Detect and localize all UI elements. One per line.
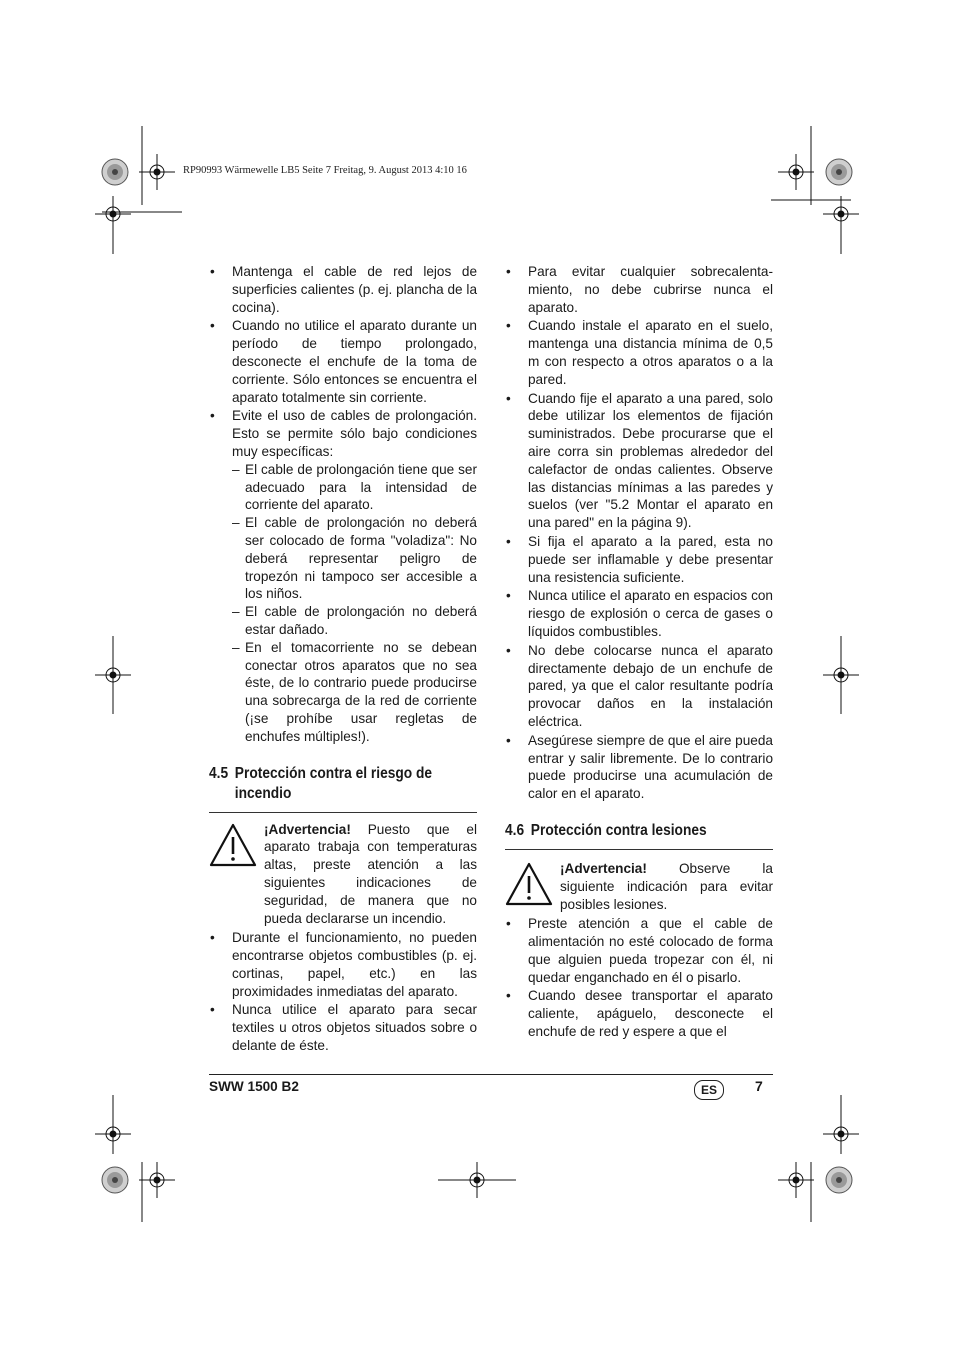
- list-item: • Nunca utilice el aparato en espacios con riesgo de explosión o cerca de gases o líquidos combustibles.: [505, 587, 773, 640]
- list-item: • Preste atención a que el cable de alimentación no esté colocado de forma que alguien pueda tropezar con él, ni quedar enganchado en él o pisarlo.: [505, 915, 773, 986]
- list-item: • No debe colocarse nunca el aparato directamente debajo de un enchufe de pared, ya que el calor resultante podría provocar daños en la instalación eléctrica.: [505, 642, 773, 731]
- list-item: • Si fija el aparato a la pared, esta no puede ser inflamable y debe presentar una resistencia suficiente.: [505, 533, 773, 586]
- section-rule: [505, 849, 773, 850]
- list-item: • Cuando desee transportar el aparato caliente, apáguelo, desconecte el enchufe de red y espere a que el: [505, 987, 773, 1040]
- bullet-list: [209, 929, 477, 1055]
- warning-text: [560, 860, 773, 913]
- section-title-line2: incendio: [234, 784, 292, 802]
- bullet-list: [209, 263, 477, 746]
- footer-rule: [209, 1074, 773, 1075]
- dash-item: – El cable de prolongación no deberá estar dañado.: [232, 603, 477, 639]
- list-item: • Para evitar cualquier sobrecalenta-miento, no debe cubrirse nunca el aparato.: [505, 263, 773, 316]
- warning-block: [209, 821, 477, 928]
- list-item: • Cuando instale el aparato en el suelo, mantenga una distancia mínima de 0,5 m con respecto a otros aparatos o a la pared.: [505, 317, 773, 388]
- list-item: • Asegúrese siempre de que el aire pueda entrar y salir libremente. De lo contrario puede producirse una acumulación de calor en el aparato.: [505, 732, 773, 803]
- list-item: • Nunca utilice el aparato para secar textiles u otros objetos situados sobre o delante de éste.: [209, 1001, 477, 1054]
- warning-block: [505, 860, 773, 913]
- warning-label: ¡Advertencia!: [560, 860, 647, 876]
- section-title: Protección contra lesiones: [530, 821, 707, 839]
- warning-triangle-icon: [209, 821, 264, 872]
- section-heading-4-6: [505, 821, 780, 849]
- warning-body: Puesto que el aparato trabaja con temperaturas altas, preste atención a las siguientes indicaciones de seguridad, de manera que no pueda declararse un incendio.: [264, 821, 477, 926]
- print-slug: RP90993 Wärmewelle LB5 Seite 7 Freitag, 9. August 2013 4:10 16: [183, 165, 467, 176]
- right-column: [505, 263, 773, 1042]
- list-item: • Durante el funcionamiento, no pueden encontrarse objetos combustibles (p. ej. cortinas, papel, etc.) en las proximidades inmediatas del aparato.: [209, 929, 477, 1000]
- warning-label: ¡Advertencia!: [264, 821, 351, 837]
- bullet-list: [505, 915, 773, 1041]
- list-item: [209, 407, 477, 745]
- dash-item: – En el tomacorriente no se debean conectar otros aparatos que no sea éste, de lo contrario puede producirse una sobrecarga de la red de corriente (¡se prohíbe usar regletas de enchufes múltiples!).: [232, 639, 477, 746]
- section-number: 4.5: [209, 764, 229, 782]
- list-item: • Mantenga el cable de red lejos de superficies calientes (p. ej. plancha de la cocina).: [209, 263, 477, 316]
- section-number: 4.6: [505, 821, 525, 839]
- list-item: • Cuando no utilice el aparato durante un período de tiempo prolongado, desconecte el enchufe de la toma de corriente. Sólo entonces se encuentra el aparato totalmente sin corriente.: [209, 317, 477, 406]
- warning-body: Observe la siguiente indicación para evitar posibles lesiones.: [560, 860, 773, 912]
- section-title-line1: Protección contra el riesgo de: [234, 764, 433, 782]
- footer-model: SWW 1500 B2: [209, 1079, 299, 1094]
- warning-text: [264, 821, 477, 928]
- dash-item: – El cable de prolongación no deberá ser colocado de forma "voladiza": No deberá representar peligro de tropezón ni tampoco ser accesible a los niños.: [232, 514, 477, 603]
- dash-item: – El cable de prolongación tiene que ser adecuado para la intensidad de corriente del aparato.: [232, 461, 477, 514]
- language-badge: ES: [694, 1080, 724, 1100]
- bullet-list: [505, 263, 773, 803]
- section-heading-4-5: [209, 764, 484, 812]
- page-number: 7: [755, 1078, 763, 1094]
- list-item: • Cuando fije el aparato a una pared, solo debe utilizar los elementos de fijación suministrados. Debe procurarse que el aire corra sin problemas alrededor del calefactor de ondas calientes. Observe las distancias mínimas a las paredes y suelos (ver "5.2 Montar el aparato en una pared" en la página 9).: [505, 390, 773, 532]
- list-item-text: Evite el uso de cables de prolongación. Esto se permite sólo bajo condiciones muy específicas:: [232, 408, 477, 459]
- left-column: [209, 263, 477, 1056]
- warning-triangle-icon: [505, 860, 560, 911]
- dash-list: [232, 461, 477, 746]
- section-rule: [209, 812, 477, 813]
